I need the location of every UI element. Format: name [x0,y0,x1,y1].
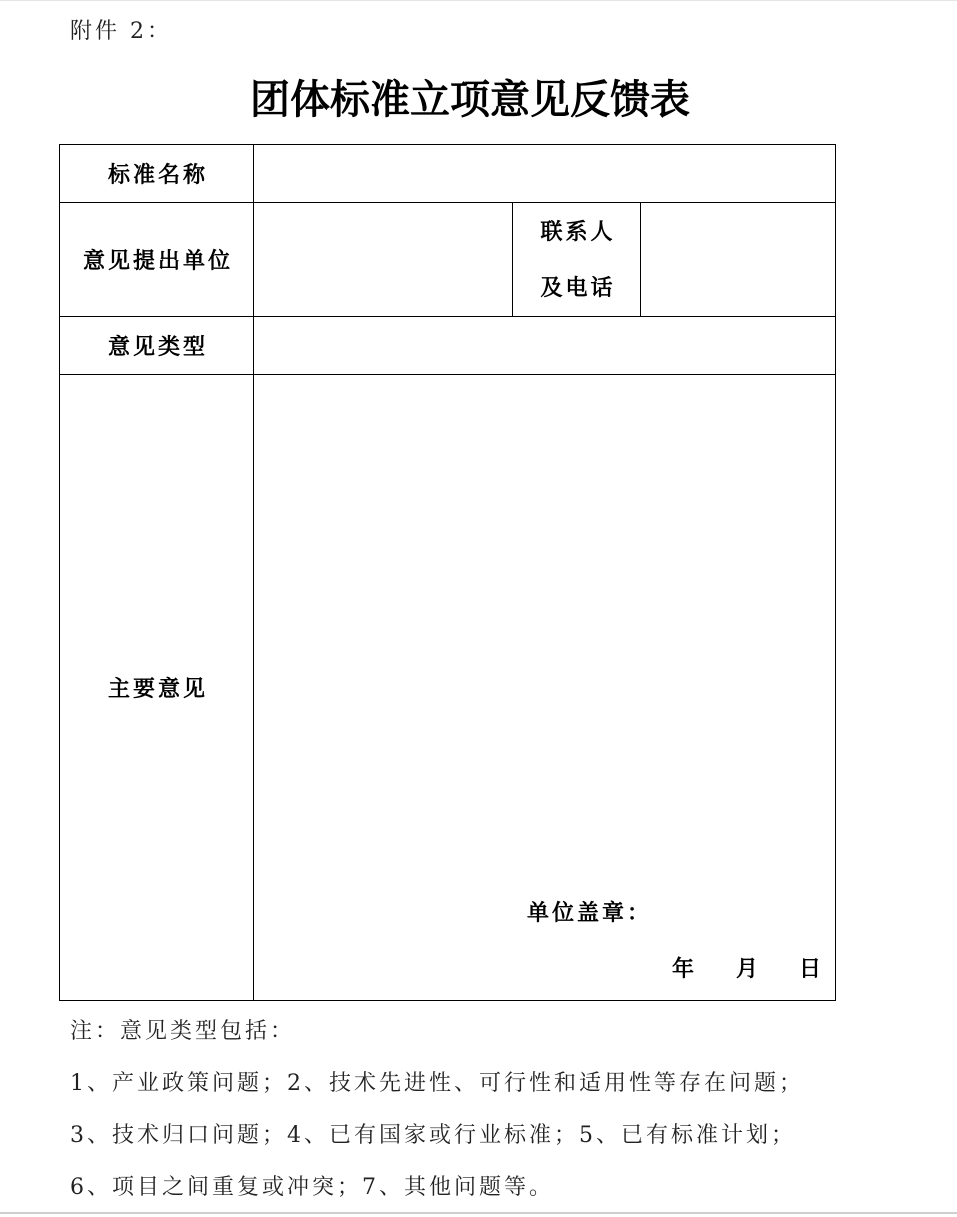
contact-label [513,203,641,317]
page-bottom-edge [0,1212,957,1214]
page-top-edge [0,0,957,1]
attachment-label: 附件 2： [70,19,172,44]
notes-heading: 注：意见类型包括： [70,1019,296,1044]
row-proposer-unit [60,203,836,317]
contact-label-line-2: 及电话 [540,274,616,301]
standard-name-label: 标准名称 [60,145,254,203]
row-main-opinion [60,375,836,1001]
notes-line-1: 1、产业政策问题；2、技术先进性、可行性和适用性等存在问题； [70,1071,804,1096]
date-year-label: 年 [672,956,695,982]
main-opinion-area [254,375,833,999]
date-day-label: 日 [799,956,822,982]
notes-section [70,1006,804,1214]
opinion-type-field [254,317,836,375]
row-standard-name [60,145,836,203]
standard-name-field [254,145,836,203]
main-opinion-label: 主要意见 [60,375,254,1001]
row-opinion-type [60,317,836,375]
opinion-type-label: 意见类型 [60,317,254,375]
notes-line-2: 3、技术归口问题；4、已有国家或行业标准；5、已有标准计划； [70,1123,796,1148]
date-month-label: 月 [736,956,759,982]
feedback-form-table [59,144,836,1001]
contact-label-line-1: 联系人 [540,218,616,245]
form-title: 团体标准立项意见反馈表 [250,76,690,123]
proposer-unit-field [254,203,513,317]
main-opinion-field [254,375,836,1001]
notes-line-3: 6、项目之间重复或冲突；7、其他问题等。 [70,1175,554,1200]
contact-field [641,203,836,317]
unit-seal-label: 单位盖章： [527,900,653,926]
proposer-unit-label: 意见提出单位 [60,203,254,317]
